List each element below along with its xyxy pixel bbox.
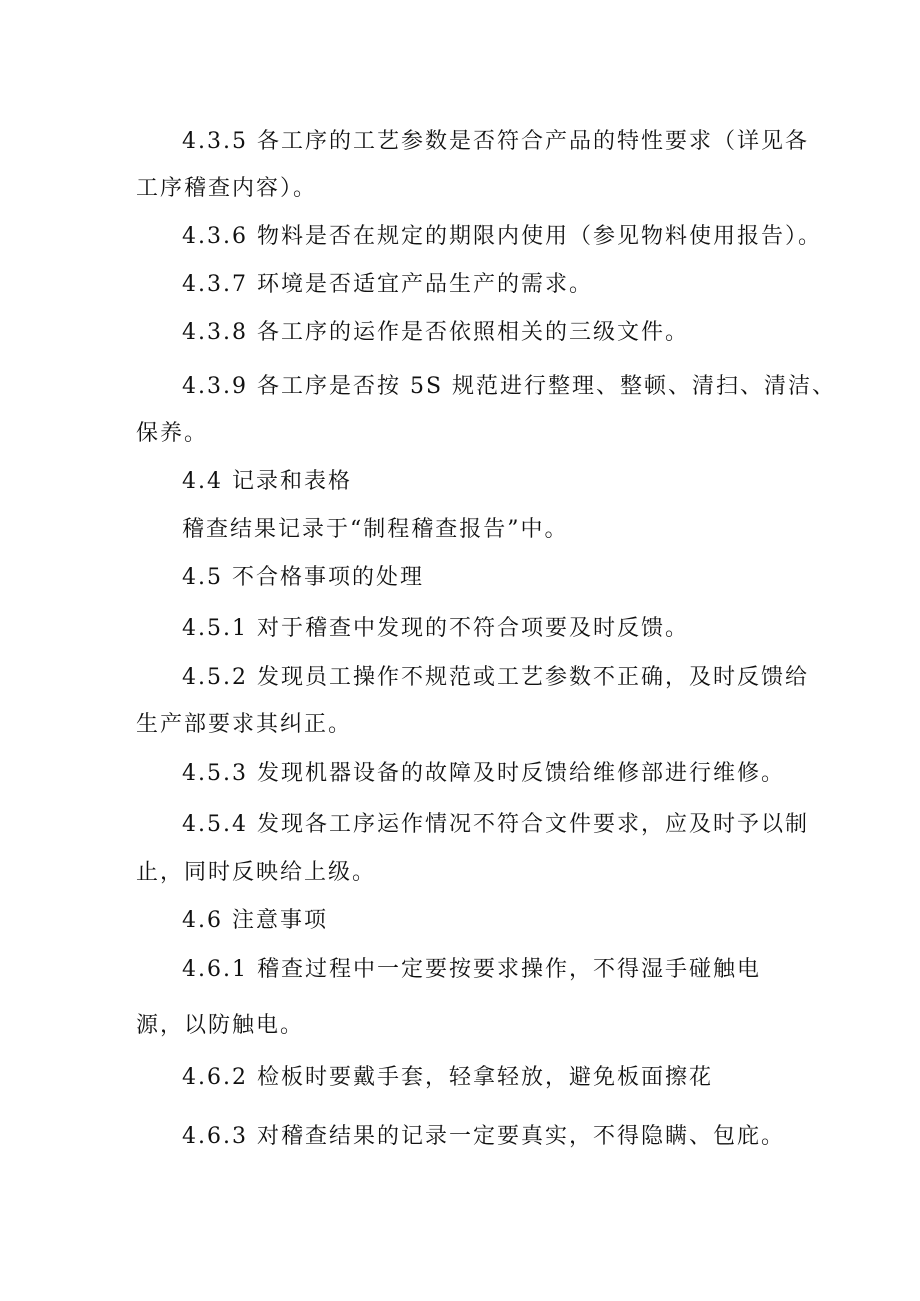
paragraph-4-5-1: 4.5.1 对于稽查中发现的不符合项要及时反馈。 (182, 616, 689, 641)
paragraph-4-6-2: 4.6.2 检板时要戴手套，轻拿轻放，避免板面擦花 (182, 1065, 713, 1090)
paragraph-4-3-9: 4.3.9 各工序是否按 5S 规范进行整理、整顿、清扫、清洁、 (182, 374, 837, 399)
heading-4-4: 4.4 记录和表格 (182, 469, 352, 494)
paragraph-4-5-3: 4.5.3 发现机器设备的故障及时反馈给维修部进行维修。 (182, 761, 785, 786)
heading-4-5: 4.5 不合格事项的处理 (182, 565, 424, 590)
paragraph-4-4-body: 稽查结果记录于“制程稽查报告”中。 (182, 517, 569, 542)
paragraph-4-5-4: 4.5.4 发现各工序运作情况不符合文件要求，应及时予以制 (182, 812, 809, 837)
paragraph-4-5-4-cont: 止，同时反映给上级。 (136, 860, 377, 885)
paragraph-4-3-6: 4.3.6 物料是否在规定的期限内使用（参见物料使用报告）。 (182, 224, 822, 249)
paragraph-4-6-3: 4.6.3 对稽查结果的记录一定要真实，不得隐瞒、包庇。 (182, 1124, 785, 1149)
paragraph-4-3-9-cont: 保养。 (136, 421, 209, 446)
paragraph-4-3-5-cont: 工序稽查内容）。 (136, 176, 318, 201)
paragraph-4-6-1: 4.6.1 稽查过程中一定要按要求操作，不得湿手碰触电 (182, 957, 761, 982)
paragraph-4-5-2: 4.5.2 发现员工操作不规范或工艺参数不正确，及时反馈给 (182, 665, 809, 690)
heading-4-6: 4.6 注意事项 (182, 908, 328, 933)
paragraph-4-5-2-cont: 生产部要求其纠正。 (136, 712, 353, 737)
paragraph-4-3-8: 4.3.8 各工序的运作是否依照相关的三级文件。 (182, 320, 689, 345)
paragraph-4-3-7: 4.3.7 环境是否适宜产品生产的需求。 (182, 272, 593, 297)
paragraph-4-6-1-cont: 源，以防触电。 (136, 1013, 305, 1038)
paragraph-4-3-5: 4.3.5 各工序的工艺参数是否符合产品的特性要求（详见各 (182, 129, 809, 154)
